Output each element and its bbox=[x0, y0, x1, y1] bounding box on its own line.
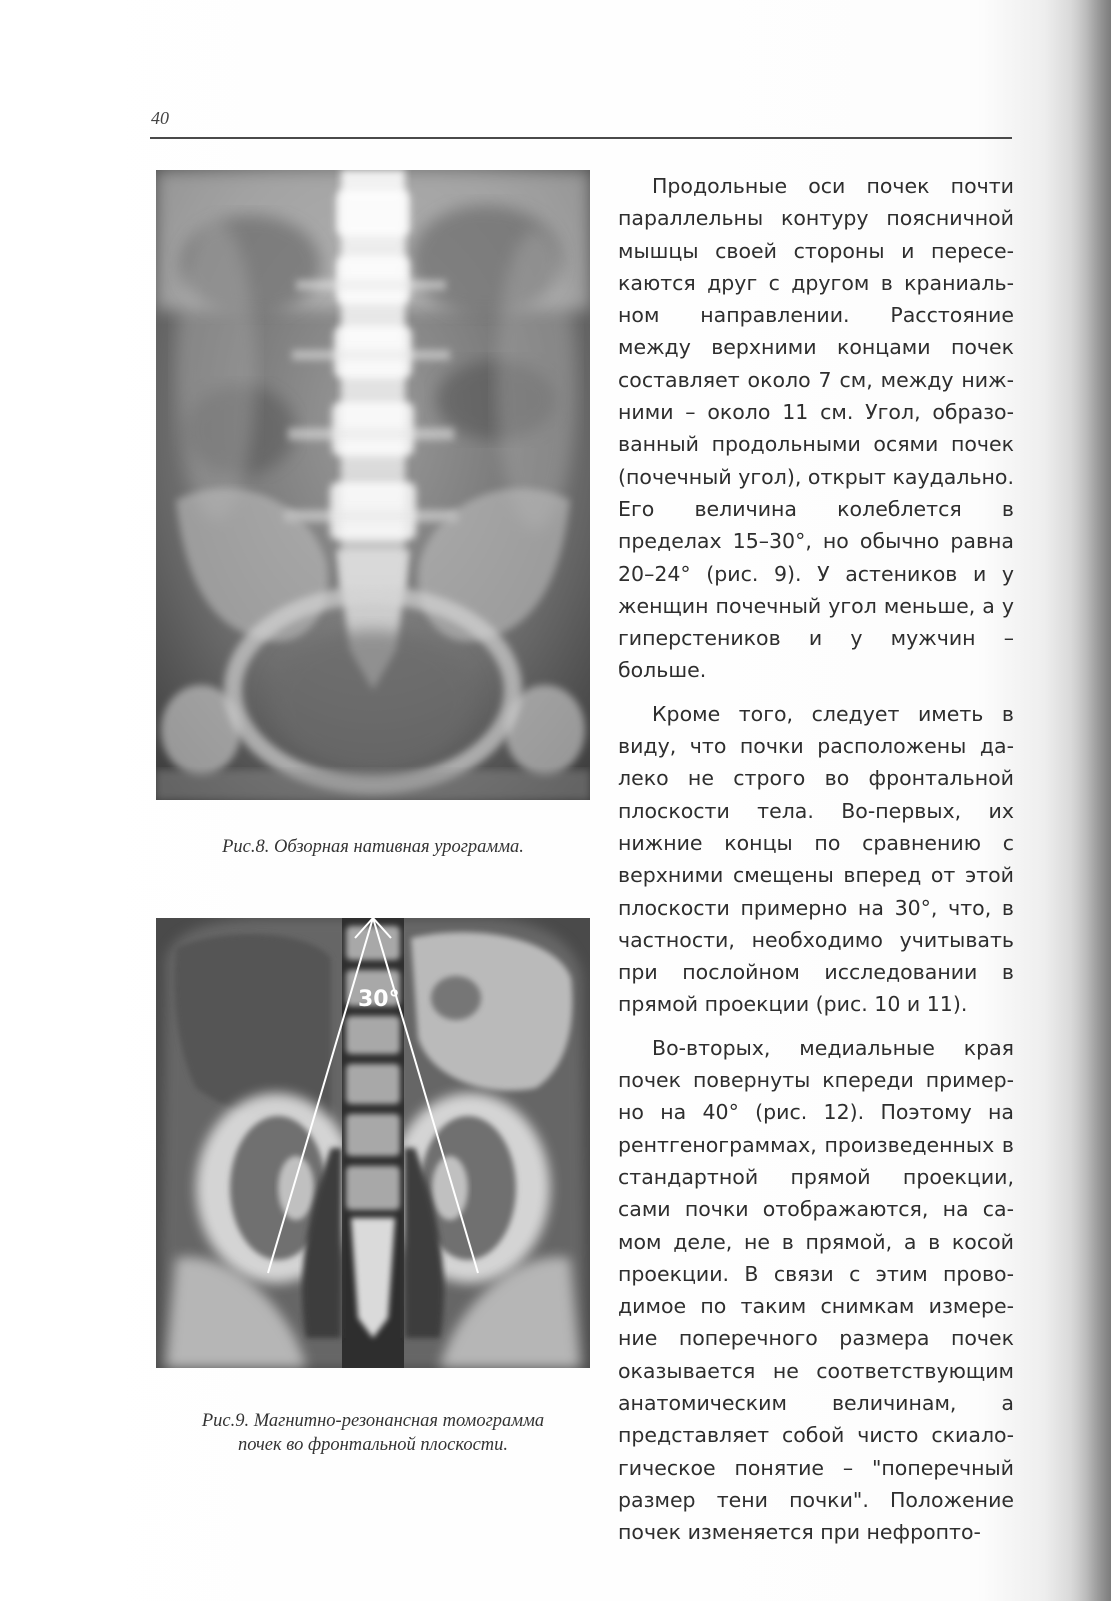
xray-urogram-image bbox=[156, 170, 590, 800]
figure-9-caption-line-1: Рис.9. Магнитно-резонансная томограмма bbox=[201, 1411, 545, 1431]
figure-9-caption-line-2: почек во фронтальной плоскости. bbox=[237, 1435, 509, 1455]
angle-label: 30° bbox=[358, 987, 400, 1012]
figure-9-caption bbox=[156, 1409, 590, 1457]
page-number: 40 bbox=[151, 108, 169, 128]
paragraph-1: Продольные оси почек почти параллельны контуру поясничной мышцы своей стороны и пересекаются друг с другом в краниальном направлении. Расстояние между верхними концами почек составляет около 7 см, между нижними – около 11 см. Угол, образованный продольными осями почек (почечный угол), открыт каудально. Его величина колеблется в пределах 15–30°, но обычно равна 20–24° (рис. 9). У астеников и у женщин почечный угол меньше, а у гиперстеников и у мужчин – больше. bbox=[618, 174, 1014, 683]
xray-drawing bbox=[156, 170, 590, 800]
paragraph-3: Во-вторых, медиальные края почек повернуты кпереди примерно на 40° (рис. 12). Поэтому на рентгенограммах, произведенных в стандартной прямой проекции, сами почки отображаются, на самом деле, не в прямой, а в косой проекции. В связи с этим проводимое по таким снимкам измерение поперечного размера почек оказывается не соответствующим анатомическим величинам, а представляет собой чисто скиалогическое понятие – "поперечный размер тени почки". Положение почек изменяется при нефропто- bbox=[618, 1035, 1014, 1545]
header-rule bbox=[150, 137, 1012, 139]
page-binding-shadow bbox=[1071, 0, 1111, 1601]
body-text-column bbox=[618, 170, 1014, 1548]
mri-drawing bbox=[156, 918, 590, 1368]
figure-8-caption: Рис.8. Обзорная нативная урограмма. bbox=[222, 837, 524, 857]
paragraph-2: Кроме того, следует иметь в виду, что почки расположены далеко не строго во фронтальной плоскости тела. Во-первых, их нижние концы по сравнению с верхними смещены вперед от этой плоскости примерно на 30°, что, в частности, необходимо учитывать при послойном исследовании в прямой проекции (рис. 10 и 11). bbox=[618, 701, 1014, 1017]
mri-kidney-image bbox=[156, 918, 590, 1368]
